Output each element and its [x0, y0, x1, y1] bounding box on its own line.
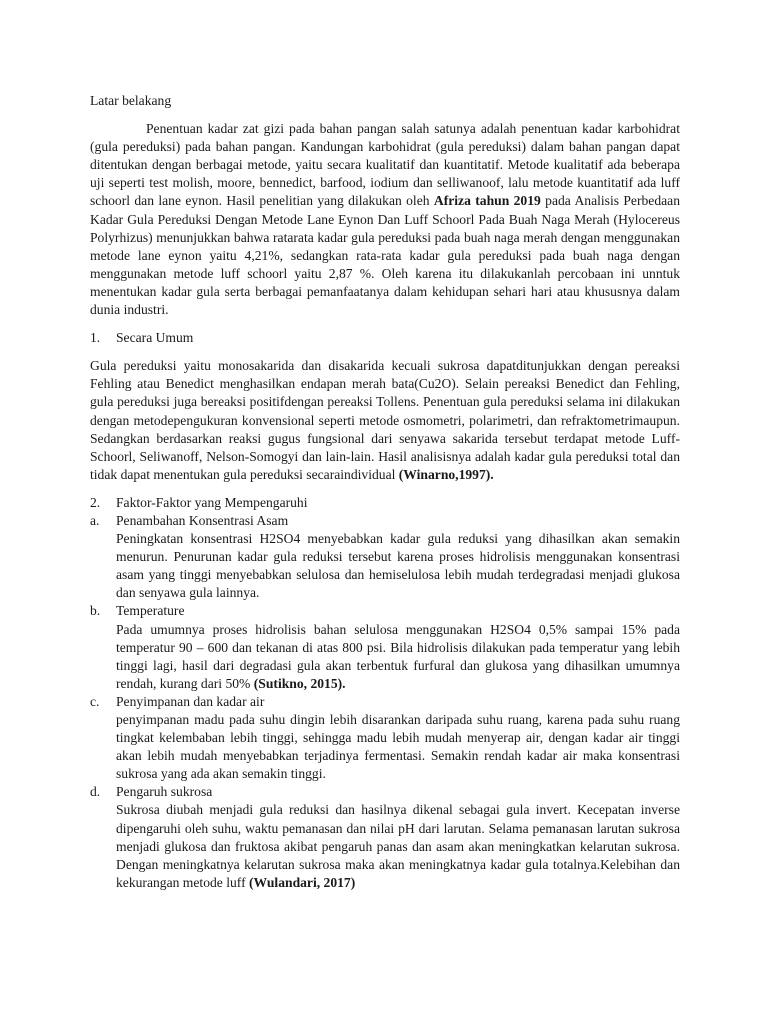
section-2-title: Faktor-Faktor yang Mempengaruhi	[116, 494, 308, 510]
factor-item-a	[90, 512, 680, 602]
intro-text-1: Penentuan kadar zat gizi pada bahan pangan salah satunya adalah penentuan kadar karbohidrat (gula pereduksi) pada bahan pangan. Kandungan karbohidrat (gula pereduksi) dalam bahan pangan dapat ditentukan dengan berbagai metode, yaitu secara kualitatif dan kuantitatif. Metode kualitatif ada beberapa uji seperti test molish, moore, bennedict, barfood, iodium dan selliwanoof, lalu metode kuantitatif ada luff schoorl dan lane eynon. Hasil penelitian yang dilakukan oleh	[90, 121, 680, 209]
section-1-number: 1.	[90, 330, 101, 346]
section-1-paragraph	[90, 357, 680, 484]
factor-body: Sukrosa diubah menjadi gula reduksi dan hasilnya dikenal sebagai gula invert. Kecepatan inverse dipengaruhi oleh suhu, waktu pemanasan dan nilai pH dari larutan. Selama pemanasan larutan sukrosa menjadi glukosa dan fruktosa akibat pengaruh panas dan asam akan meningkatkan kelarutan sukrosa. Dengan meningkatnya kelarutan sukrosa maka akan meningkatnya kadar gula totalnya.Kelebihan dan kekurangan metode luff	[116, 802, 680, 890]
factor-text	[116, 621, 680, 693]
factor-body: penyimpanan madu pada suhu dingin lebih disarankan daripada suhu ruang, karena pada suhu ruang tingkat kelembaban lebih tinggi, sehingga madu lebih mudah menyerap air, dengan kadar air tinggi akan lebih mudah menyebabkan terjadinya fermentasi. Semakin rendah kadar air maka konsentrasi sukrosa yang ada akan semakin tinggi.	[116, 712, 680, 782]
section-2-number: 2.	[90, 494, 101, 510]
factor-item-d	[90, 783, 680, 892]
factor-text	[116, 711, 680, 783]
intro-citation: Afriza tahun 2019	[433, 193, 541, 209]
factor-citation: (Wulandari, 2017)	[249, 874, 356, 890]
factor-letter: b.	[90, 603, 101, 619]
factor-citation: (Sutikno, 2015).	[253, 675, 346, 691]
factor-letter: a.	[90, 512, 100, 528]
factor-text	[116, 801, 680, 891]
factor-text	[116, 530, 680, 602]
section-1-heading	[90, 329, 680, 347]
factor-body: Peningkatan konsentrasi H2SO4 menyebabkan kadar gula reduksi yang dihasilkan akan semakin menurun. Penurunan kadar gula reduksi tersebut karena proses hidrolisis menggunakan konsentrasi asam yang tinggi menyebabkan selulosa dan hemiselulosa lebih mudah terdegradasi menjadi glukosa dan senyawa gula lainnya.	[116, 531, 680, 601]
factor-title: Penyimpanan dan kadar air	[116, 693, 265, 709]
section-1-citation: (Winarno,1997).	[398, 466, 494, 482]
factor-item-b	[90, 602, 680, 692]
factor-letter: c.	[90, 693, 100, 709]
intro-paragraph	[90, 120, 680, 319]
section-2-heading	[90, 494, 680, 512]
factor-title: Penambahan Konsentrasi Asam	[116, 512, 289, 528]
section-1-text: Gula pereduksi yaitu monosakarida dan disakarida kecuali sukrosa dapatditunjukkan dengan pereaksi Fehling atau Benedict menghasilkan endapan merah bata(Cu2O). Selain pereaksi Benedict dan Fehling, gula pereduksi juga bereaksi positifdengan pereaksi Tollens. Penentuan gula pereduksi selama ini dilakukan dengan metodepengukuran konvensional seperti metode osmometri, polarimetri, dan refraktometrimaupun. Sedangkan berdasarkan reaksi gugus fungsional dari senyawa sakarida tersebut terdapat metode Luff-Schoorl, Seliwanoff, Nelson-Somogyi dan lain-lain. Hasil analisisnya adalah kadar gula pereduksi total dan tidak dapat menentukan gula pereduksi secaraindividual	[90, 358, 680, 482]
intro-text-2: pada Analisis Perbedaan Kadar Gula Pereduksi Dengan Metode Lane Eynon Dan Luff Schoorl Pada Buah Naga Merah (Hylocereus Polyrhizus) menunjukkan bahwa ratarata kadar gula pereduksi pada buah naga merah dengan menggunakan metode lane eynon yaitu 4,21%, sedangkan rata-rata kadar gula pereduksi pada buah naga dengan menggunakan metode luff schoorl yaitu 2,87 %. Oleh karena itu dilakukanlah percobaan ini unntuk menentukan kadar gula serta berbagai pemanfaatanya dalam kehidupan sehari hari atau khususnya dalam dunia industri.	[90, 193, 680, 318]
factor-letter: d.	[90, 784, 101, 800]
factor-title: Temperature	[116, 603, 185, 619]
page-heading: Latar belakang	[90, 93, 172, 108]
section-1-title: Secara Umum	[116, 330, 194, 346]
document-page	[90, 92, 680, 892]
factor-title: Pengaruh sukrosa	[116, 784, 213, 800]
factor-item-c	[90, 693, 680, 783]
factor-body: Pada umumnya proses hidrolisis bahan selulosa menggunakan H2SO4 0,5% sampai 15% pada temperatur 90 – 600 dan tekanan di atas 800 psi. Bila hidrolisis dilakukan pada temperatur yang lebih tinggi lagi, hasil dari degradasi gula akan terbentuk furfural dan glukosa yang dihasilkan umumnya rendah, kurang dari 50%	[116, 621, 680, 691]
